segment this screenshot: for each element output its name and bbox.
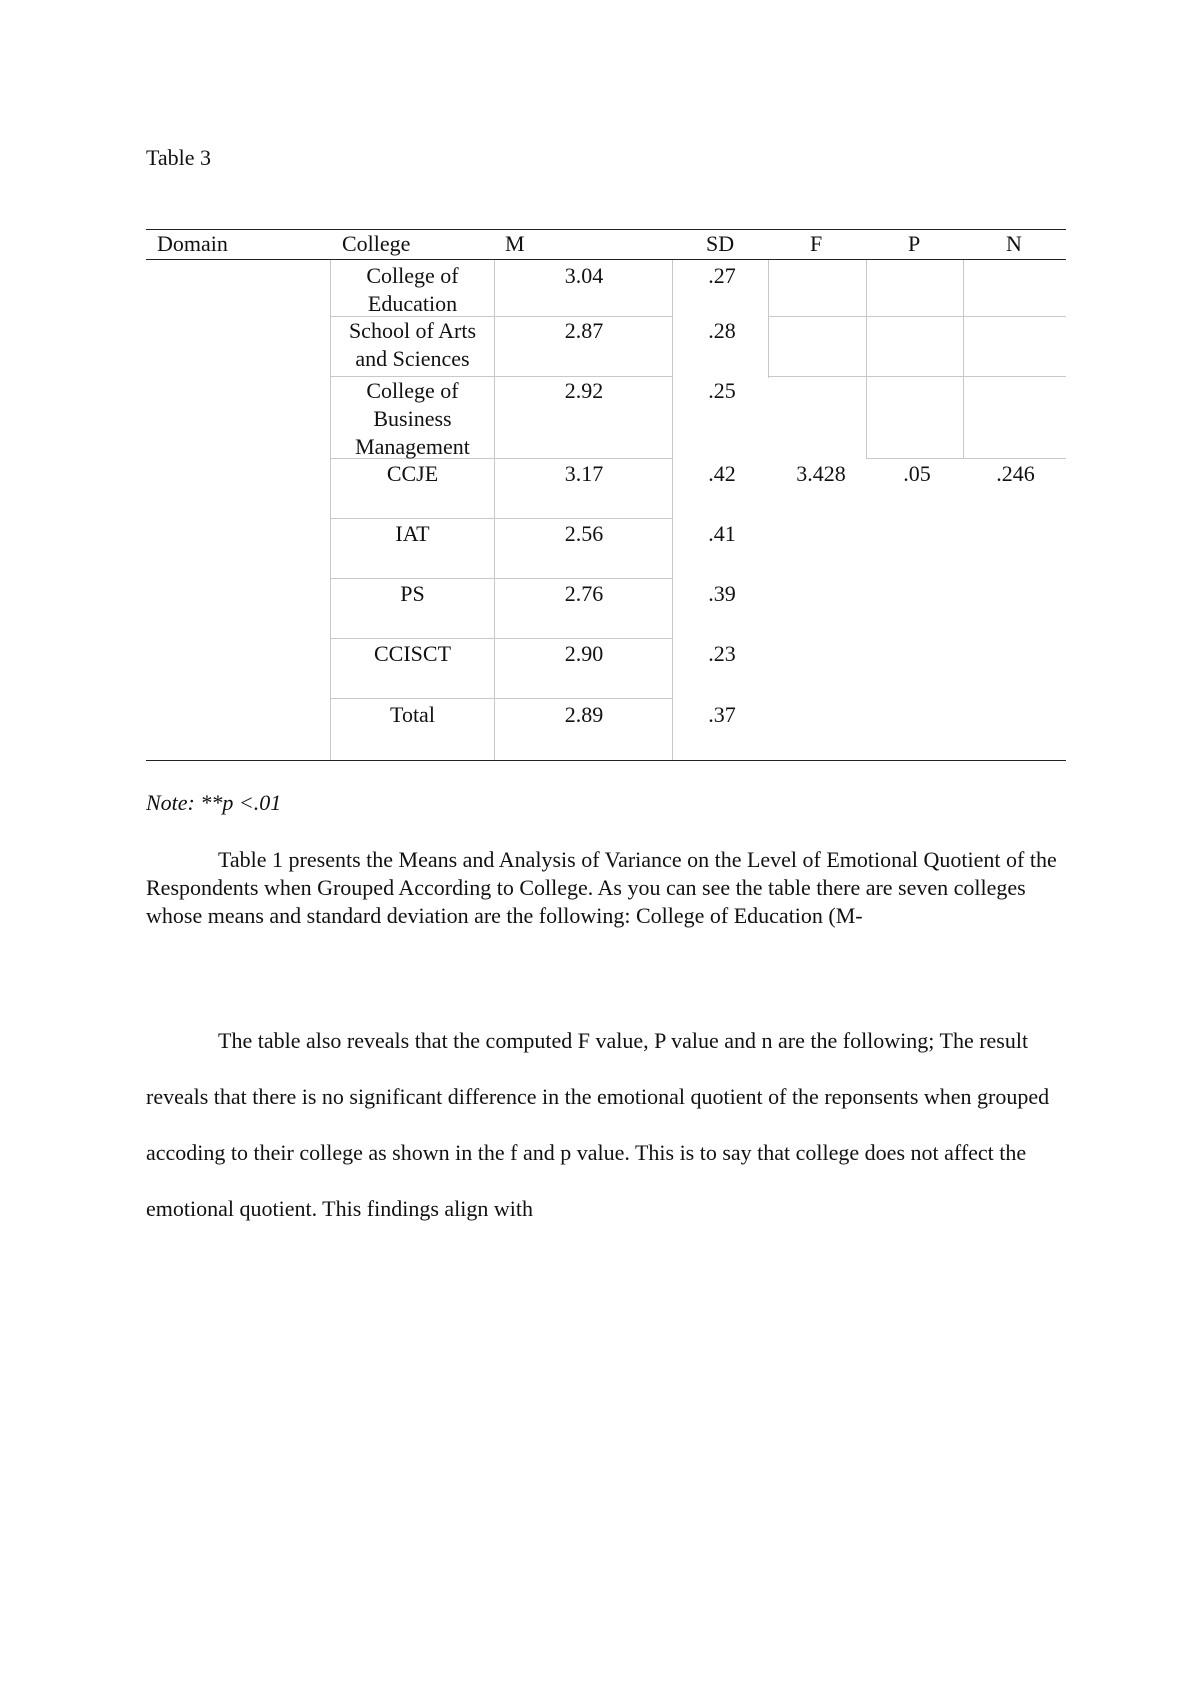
cell-mean: 2.76	[564, 581, 604, 606]
header-sd: SD	[706, 231, 735, 256]
grid-line	[768, 316, 1066, 317]
header-college: College	[342, 231, 411, 256]
header-f: F	[810, 231, 823, 256]
cell-sd: .25	[708, 378, 736, 403]
paragraph-2-text: The table also reveals that the computed F value, P value and n are the following; The result reveals that there is no significant difference in the emotional quotient of the reponsents when grouped accoding to their college as shown in the f and p value. This is to say that college does not affect the emotional quotient. This findings align with	[146, 1028, 1050, 1221]
grid-line	[330, 698, 672, 699]
college-name-line: IAT	[395, 521, 430, 546]
cell-sd: .42	[708, 461, 736, 486]
table-row-college	[330, 317, 495, 373]
cell-sd: .27	[708, 263, 736, 288]
college-name-line: PS	[400, 581, 425, 606]
header-domain: Domain	[157, 231, 228, 256]
college-name-line: Total	[390, 702, 435, 727]
table-row-college	[330, 460, 495, 488]
cell-sd: .23	[708, 641, 736, 666]
grid-line	[330, 638, 672, 639]
cell-mean: 3.17	[564, 461, 604, 486]
table-row-college	[330, 377, 495, 461]
paragraph-1-text: Table 1 presents the Means and Analysis of Variance on the Level of Emotional Quotient of the Respondents when Grouped According to College. As you can see the table there are seven colleges whose means and standard deviation are the following: College of Education (M-	[146, 847, 1057, 928]
table-top-rule	[146, 229, 1066, 230]
cell-mean: 2.92	[564, 378, 604, 403]
table-header-rule	[146, 259, 1066, 260]
cell-sd: .39	[708, 581, 736, 606]
header-m: M	[505, 231, 525, 256]
cell-n-value: .246	[996, 461, 1035, 486]
college-name-line: and Sciences	[355, 346, 470, 371]
college-name-line: College of	[366, 263, 459, 288]
grid-line	[866, 260, 867, 458]
table-row-college	[330, 701, 495, 729]
grid-line	[963, 260, 964, 458]
cell-sd: .37	[708, 702, 736, 727]
college-name-line: Management	[355, 434, 470, 459]
college-name-line: College of	[366, 378, 459, 403]
cell-mean: 2.56	[564, 521, 604, 546]
table-row-college	[330, 520, 495, 548]
cell-mean: 2.90	[564, 641, 604, 666]
grid-line	[330, 518, 672, 519]
college-name-line: Business	[373, 406, 452, 431]
college-name-line: Education	[367, 291, 458, 316]
cell-f-value: 3.428	[796, 461, 846, 486]
cell-p-value: .05	[903, 461, 931, 486]
header-p: P	[908, 231, 921, 256]
table-label: Table 3	[146, 145, 212, 170]
table-row-college	[330, 580, 495, 608]
table-row-college	[330, 262, 495, 318]
grid-line	[768, 376, 1066, 377]
paragraph-2	[146, 1013, 1066, 1237]
grid-line	[330, 578, 672, 579]
table-bottom-rule	[146, 760, 1066, 761]
grid-line	[866, 458, 1066, 459]
cell-mean: 2.87	[564, 318, 604, 343]
cell-mean: 3.04	[564, 263, 604, 288]
cell-sd: .28	[708, 318, 736, 343]
college-name-line: School of Arts	[348, 318, 477, 343]
paragraph-1	[146, 846, 1066, 930]
cell-mean: 2.89	[564, 702, 604, 727]
table-row-college	[330, 640, 495, 668]
college-name-line: CCISCT	[373, 641, 452, 666]
college-name-line: CCJE	[386, 461, 439, 486]
header-n: N	[1006, 231, 1022, 256]
table-note: Note: **p <.01	[146, 790, 282, 815]
cell-sd: .41	[708, 521, 736, 546]
